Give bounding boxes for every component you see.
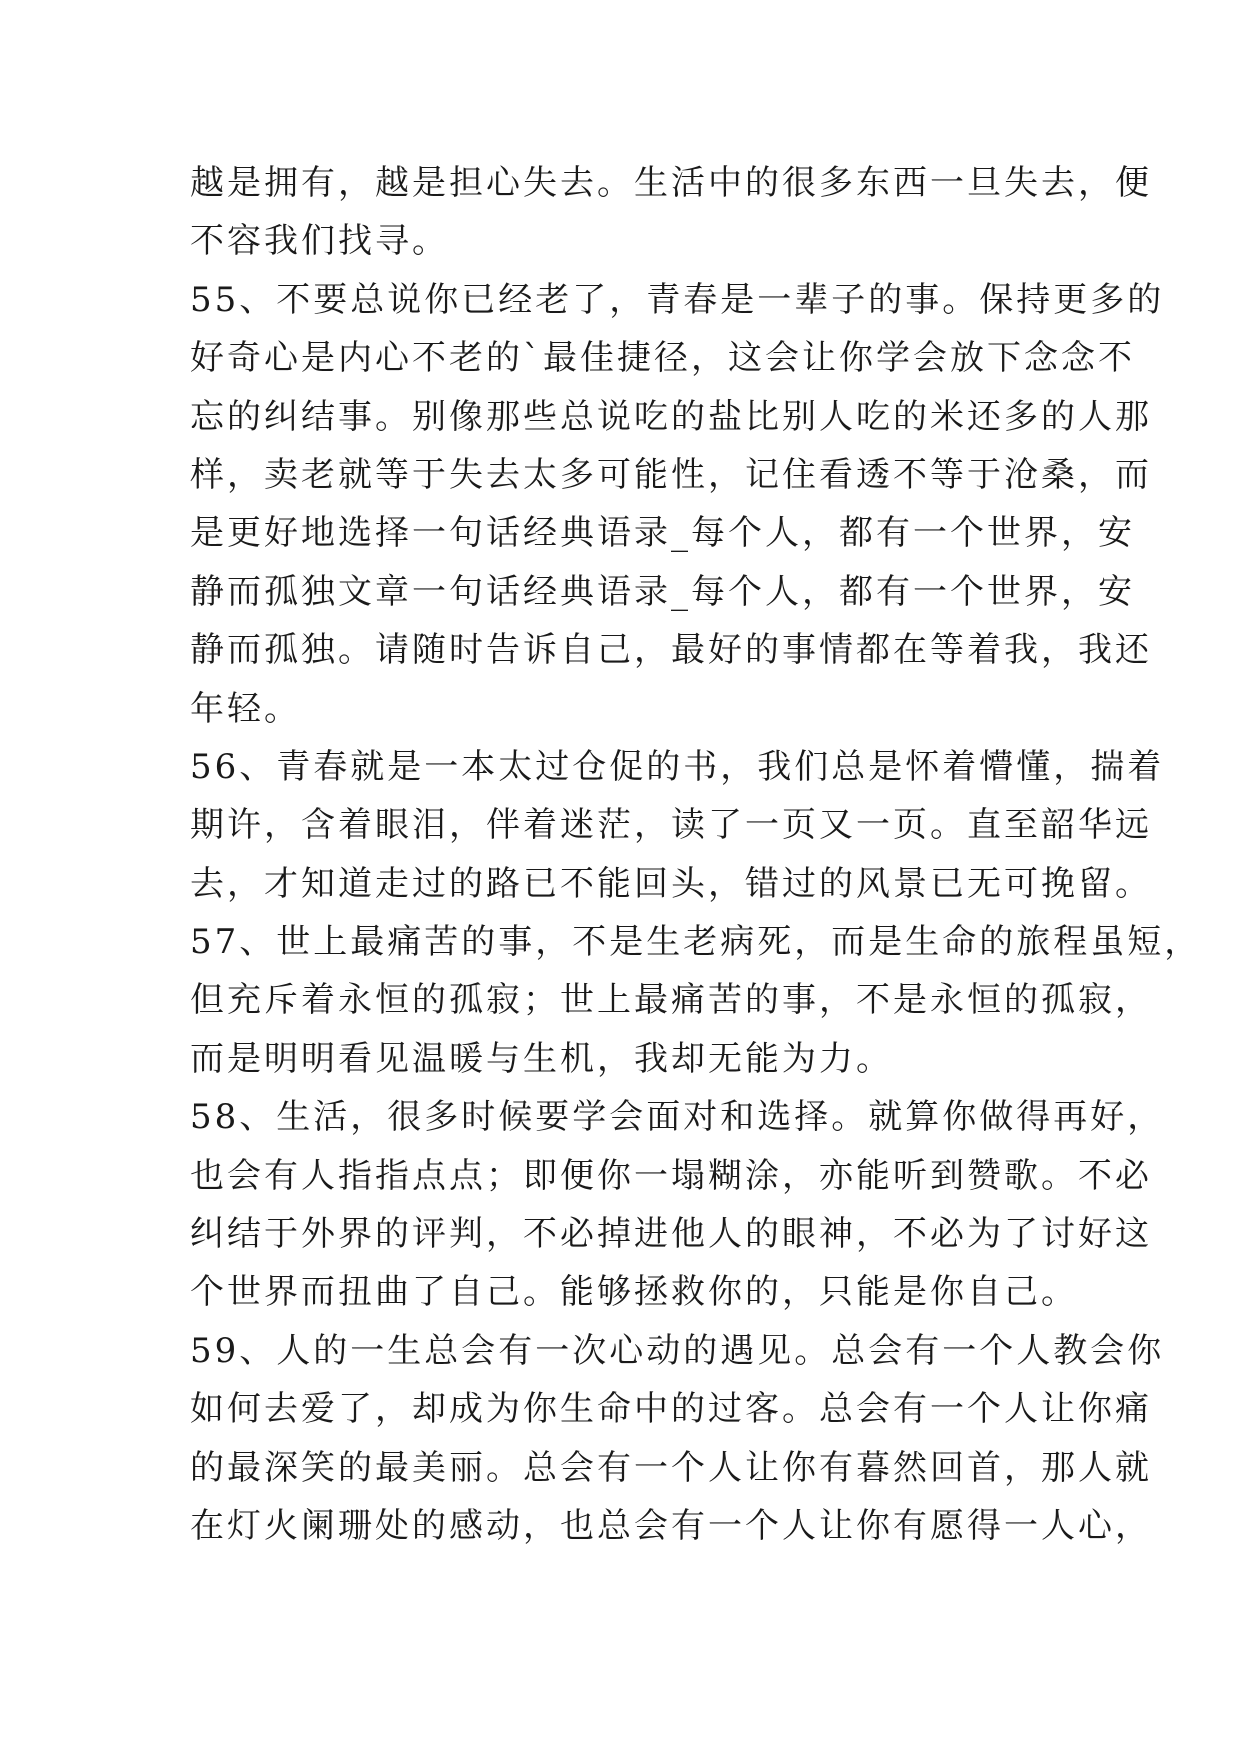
text-line: 年轻。 [190, 688, 301, 729]
text-line: 不容我们找寻。 [190, 221, 449, 262]
text-line: 期许，含着眼泪，伴着迷茫，读了一页又一页。直至韶华远 [190, 805, 1152, 846]
text-line: 58、生活，很多时候要学会面对和选择。就算你做得再好， [190, 1097, 1165, 1138]
text-line: 而是明明看见温暖与生机，我却无能为力。 [190, 1038, 893, 1079]
text-line: 如何去爱了，却成为你生命中的过客。总会有一个人让你痛 [190, 1389, 1152, 1430]
text-line: 忘的纠结事。别像那些总说吃的盐比别人吃的米还多的人那 [190, 396, 1152, 437]
text-line: 去，才知道走过的路已不能回头，错过的风景已无可挽留。 [190, 863, 1152, 904]
text-line: 在灯火阑珊处的感动，也总会有一个人让你有愿得一人心， [190, 1505, 1152, 1546]
text-line: 的最深笑的最美丽。总会有一个人让你有暮然回首，那人就 [190, 1447, 1152, 1488]
text-line: 也会有人指指点点；即便你一塌糊涂，亦能听到赞歌。不必 [190, 1155, 1152, 1196]
text-line: 59、人的一生总会有一次心动的遇见。总会有一个人教会你 [190, 1330, 1165, 1371]
text-line: 静而孤独。请随时告诉自己，最好的事情都在等着我，我还 [190, 630, 1152, 671]
text-line: 但充斥着永恒的孤寂；世上最痛苦的事，不是永恒的孤寂， [190, 980, 1152, 1021]
text-line: 57、世上最痛苦的事，不是生老病死，而是生命的旅程虽短， [190, 922, 1202, 963]
body-text [190, 154, 1202, 1555]
text-line: 55、不要总说你已经老了，青春是一辈子的事。保持更多的 [190, 279, 1165, 320]
text-line: 56、青春就是一本太过仓促的书，我们总是怀着懵懂，揣着 [190, 746, 1165, 787]
text-line: 好奇心是内心不老的`最佳捷径，这会让你学会放下念念不 [190, 338, 1135, 379]
text-line: 个世界而扭曲了自己。能够拯救你的，只能是你自己。 [190, 1272, 1078, 1313]
text-line: 静而孤独文章一句话经典语录_每个人，都有一个世界，安 [190, 571, 1135, 612]
text-line: 纠结于外界的评判，不必掉进他人的眼神，不必为了讨好这 [190, 1214, 1152, 1255]
text-line: 是更好地选择一句话经典语录_每个人，都有一个世界，安 [190, 513, 1135, 554]
text-line: 样，卖老就等于失去太多可能性，记住看透不等于沧桑，而 [190, 454, 1152, 495]
text-line: 越是拥有，越是担心失去。生活中的很多东西一旦失去，便 [190, 163, 1152, 203]
